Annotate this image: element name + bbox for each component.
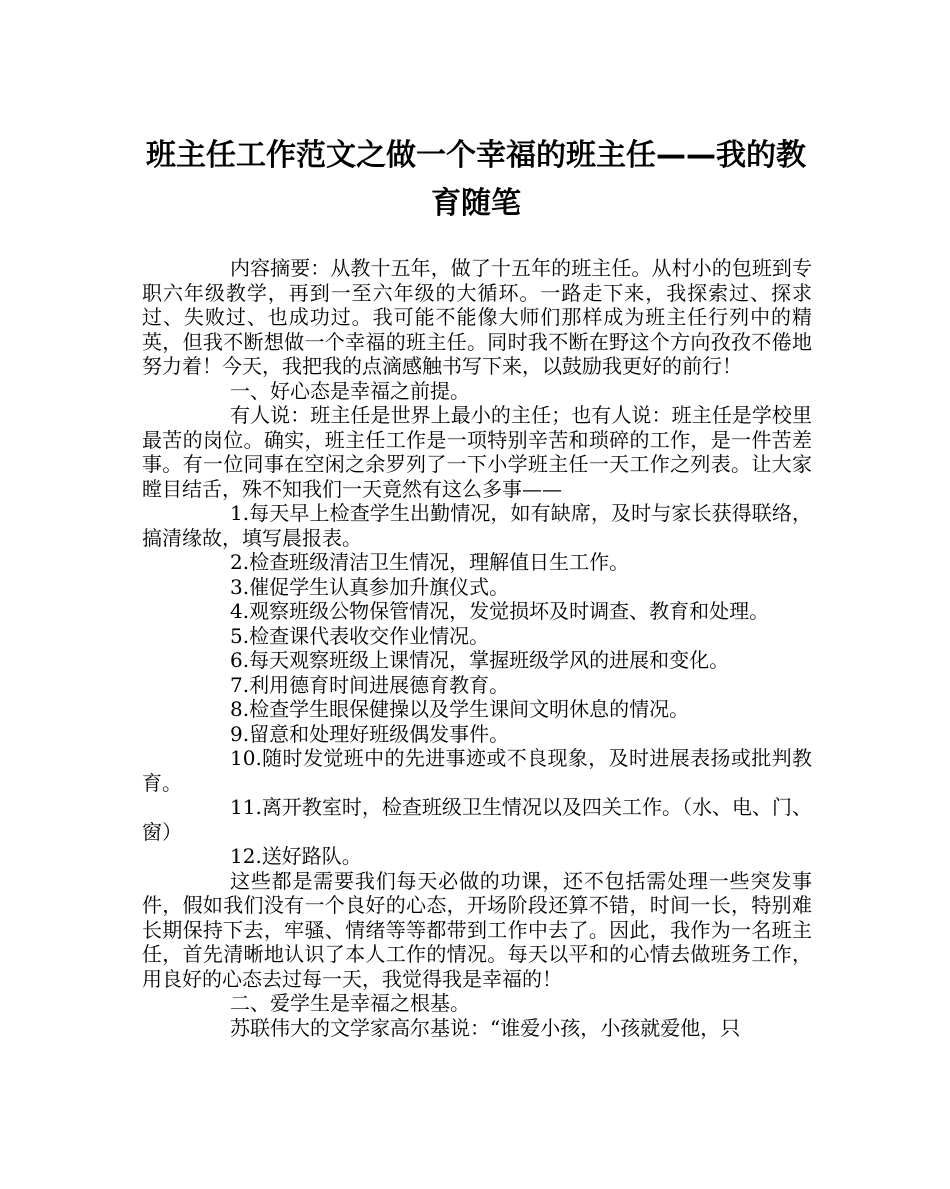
list-item: 4.观察班级公物保管情况，发觉损坏及时调查、教育和处理。	[230, 599, 770, 623]
section-heading-1: 一、好心态是幸福之前提。	[230, 378, 470, 403]
list-item: 11.离开教室时，检查班级卫生情况以及四关工作。（水、电、门、窗）	[142, 795, 812, 844]
list-item: 9.留意和处理好班级偶发事件。	[230, 721, 510, 746]
paragraph-abstract: 内容摘要：从教十五年，做了十五年的班主任。从村小的包班到专职六年级教学，再到一至六年级的大循环。一路走下来，我探索过、探求过、失败过、也成功过。我可能不能像大师们那样成为班主任行列中的精英，但我不断想做一个幸福的班主任。同时我不断在野这个方向孜孜不倦地努力着！今天，我把我的点滴感触书写下来，以鼓励我更好的前行！	[142, 256, 812, 378]
list-item: 5.检查课代表收交作业情况。	[230, 623, 490, 648]
list-item: 12.送好路队。	[230, 844, 362, 868]
list-item: 1.每天早上检查学生出勤情况，如有缺席，及时与家长获得联络，搞清缘故，填写晨报表。	[142, 501, 812, 550]
paragraph: 苏联伟大的文学家高尔基说：“谁爱小孩，小孩就爱他，只	[230, 1015, 741, 1040]
list-item: 7.利用德育时间进展德育教育。	[230, 672, 510, 697]
document-body	[142, 256, 812, 1040]
list-item: 3.催促学生认真参加升旗仪式。	[230, 574, 510, 599]
list-item: 6.每天观察班级上课情况，掌握班级学风的进展和变化。	[230, 648, 730, 672]
paragraph: 这些都是需要我们每天必做的功课，还不包括需处理一些突发事件，假如我们没有一个良好的心态，开场阶段还算不错，时间一长，特别难长期保持下去，牢骚、情绪等等都带到工作中去了。因此，我作为一名班主任，首先清晰地认识了本人工作的情况。每天以平和的心情去做班务工作，用良好的心态去过每一天，我觉得我是幸福的！	[142, 868, 812, 991]
document-title: 班主任工作范文之做一个幸福的班主任——我的教育随笔	[146, 138, 806, 221]
section-heading-2: 二、爱学生是幸福之根基。	[230, 991, 470, 1015]
paragraph: 有人说：班主任是世界上最小的主任；也有人说：班主任是学校里最苦的岗位。确实，班主任工作是一项特别辛苦和琐碎的工作，是一件苦差事。有一位同事在空闲之余罗列了一下小学班主任一天工作之列表。让大家瞠目结舌，殊不知我们一天竟然有这么多事——	[142, 403, 812, 501]
list-item: 10.随时发觉班中的先进事迹或不良现象，及时进展表扬或批判教育。	[142, 746, 812, 795]
list-item: 2.检查班级清洁卫生情况，理解值日生工作。	[230, 550, 630, 574]
list-item: 8.检查学生眼保健操以及学生课间文明休息的情况。	[230, 697, 690, 721]
